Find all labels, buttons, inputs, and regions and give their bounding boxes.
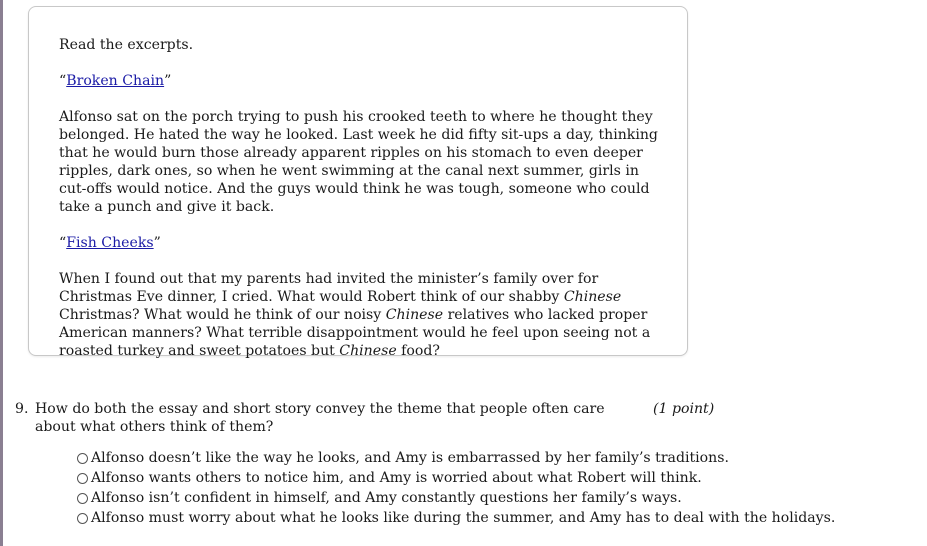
fish-cheeks-link[interactable]: Fish Cheeks — [66, 235, 154, 251]
radio-button-icon[interactable] — [77, 513, 88, 524]
broken-chain-excerpt: Alfonso sat on the porch trying to push his crooked teeth to where he thought they belonged. He hated the way he looked. Last week he did fifty sit-ups a day, thinking that he would burn those already apparent ripples on his stomach to even deeper ripples, dark ones, so when he went swimming at the canal next summer, girls in cut-offs would notice. And the guys would think he was tough, someone who could take a punch and give it back. — [59, 109, 658, 215]
answer-options — [77, 448, 835, 528]
question-number: 9. — [15, 401, 29, 417]
instruction-text: Read the excerpts. — [59, 37, 194, 53]
excerpt-panel — [28, 6, 688, 359]
close-quote: ” — [153, 235, 161, 251]
broken-chain-link[interactable]: Broken Chain — [66, 73, 165, 89]
answer-option-3[interactable] — [77, 488, 835, 508]
story-title-fish-cheeks — [59, 234, 667, 252]
excerpt-text: When I found out that my parents had invited the minister’s family over for Christmas Eve dinner, I cried. What would Robert think of our shabby — [59, 271, 599, 305]
question-text: How do both the essay and short story convey the theme that people often care about what others think of them? — [35, 401, 605, 435]
excerpt-content — [59, 36, 667, 378]
open-quote: “ — [59, 235, 67, 251]
left-accent-bar — [0, 0, 3, 546]
italic-word: Chinese — [339, 343, 397, 359]
answer-option-1[interactable] — [77, 448, 835, 468]
answer-option-label: Alfonso must worry about what he looks like during the summer, and Amy has to deal with the holidays. — [91, 510, 836, 526]
italic-word: Chinese — [563, 289, 622, 305]
story-title-broken-chain — [59, 72, 667, 90]
answer-option-4[interactable] — [77, 508, 835, 528]
radio-button-icon[interactable] — [77, 453, 88, 464]
answer-option-label: Alfonso wants others to notice him, and Amy is worried about what Robert will think. — [91, 470, 702, 486]
italic-word: Chinese — [385, 307, 444, 323]
fish-cheeks-excerpt — [59, 270, 667, 360]
radio-button-icon[interactable] — [77, 473, 88, 484]
question-points: (1 point) — [653, 401, 715, 417]
close-quote: ” — [164, 73, 172, 89]
answer-option-label: Alfonso doesn’t like the way he looks, and Amy is embarrassed by her family’s traditions. — [91, 450, 729, 466]
open-quote: “ — [59, 73, 67, 89]
excerpt-text: food? — [396, 343, 440, 359]
excerpt-text: relatives who lacked proper American manners? What terrible disappointment would he feel upon seeing not a roasted turkey and sweet potatoes but — [59, 307, 651, 359]
radio-button-icon[interactable] — [77, 493, 88, 504]
answer-option-label: Alfonso isn’t confident in himself, and Amy constantly questions her family’s ways. — [91, 490, 682, 506]
excerpt-text: Christmas? What would he think of our noisy — [59, 307, 386, 323]
answer-option-2[interactable] — [77, 468, 835, 488]
